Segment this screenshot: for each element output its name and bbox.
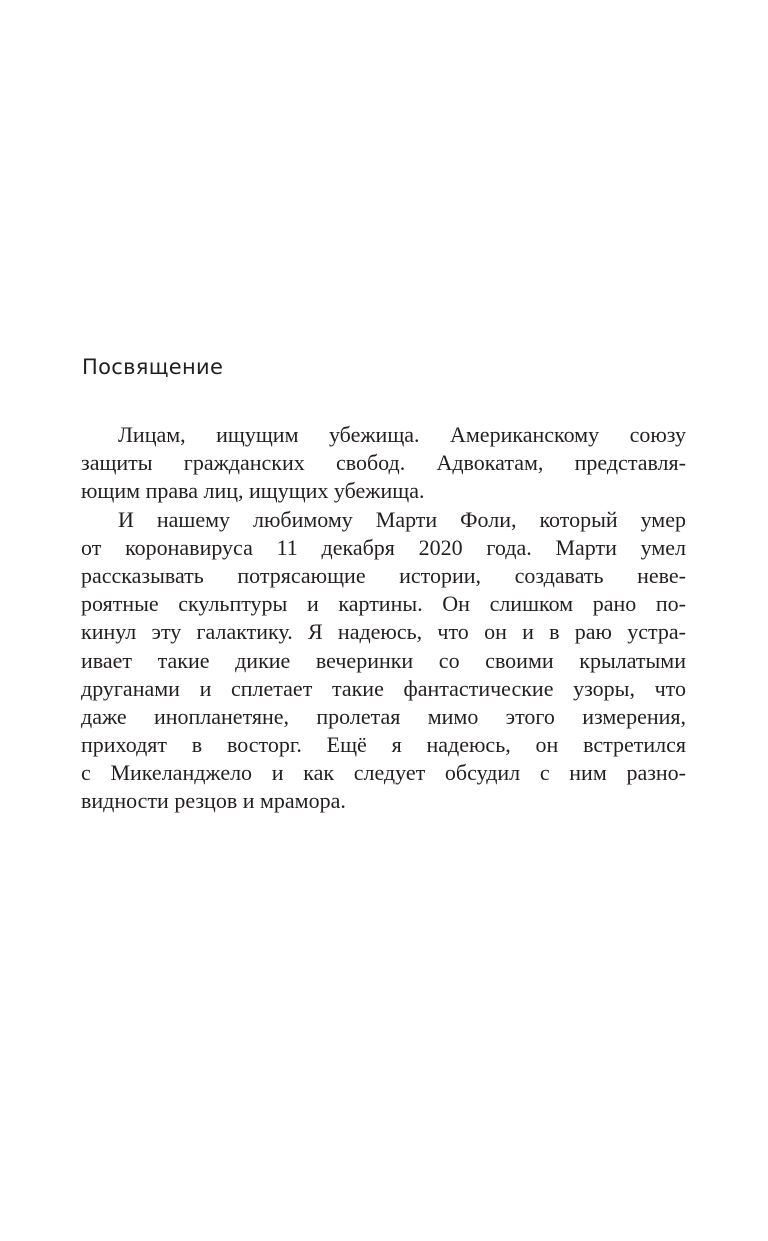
text-line: И нашему любимому Марти Фоли, который умер: [118, 506, 686, 532]
dedication-heading: Посвящение: [82, 355, 224, 379]
text-line: защиты гражданских свобод. Адвокатам, представля-: [81, 450, 686, 476]
text-line: даже инопланетяне, пролетая мимо этого измерения,: [81, 703, 686, 729]
text-line: с Микеланджело и как следует обсудил с ним разно-: [81, 760, 686, 786]
text-line: кинул эту галактику. Я надеюсь, что он и в раю устра-: [81, 619, 686, 645]
text-line: видности резцов и мрамора.: [81, 788, 346, 814]
text-line: ющим права лиц, ищущих убежища.: [81, 478, 425, 504]
text-line: от коронавируса 11 декабря 2020 года. Марти умел: [81, 534, 686, 560]
text-line: рассказывать потрясающие истории, создавать неве-: [81, 562, 686, 588]
text-line: приходят в восторг. Ещё я надеюсь, он встретился: [81, 732, 686, 758]
paragraph-1: [81, 421, 686, 506]
paragraph-2: [81, 506, 686, 816]
text-line: роятные скульптуры и картины. Он слишком рано по-: [81, 591, 686, 617]
text-line: Лицам, ищущим убежища. Американскому союзу: [118, 422, 686, 447]
text-line: ивает такие дикие вечеринки со своими крылатыми: [81, 647, 686, 673]
text-line: друганами и сплетает такие фантастические узоры, что: [81, 675, 686, 701]
dedication-text: [81, 421, 686, 816]
